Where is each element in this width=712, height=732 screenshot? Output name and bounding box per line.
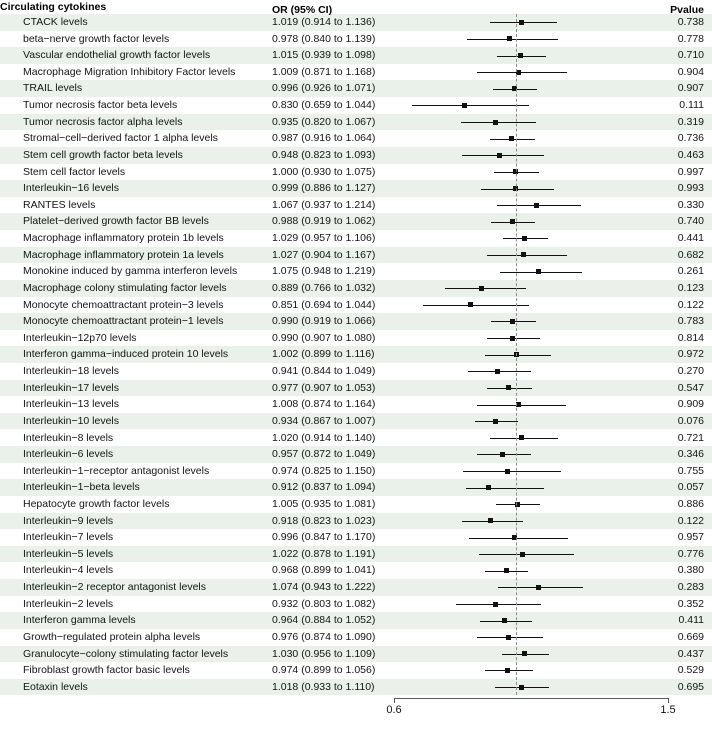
row-or-ci: 0.941 (0.844 to 1.049)	[272, 365, 376, 378]
row-label: Interleukin−7 levels	[23, 531, 114, 544]
axis-tick-label: 0.6	[386, 703, 402, 716]
row-or-ci: 0.976 (0.874 to 1.090)	[272, 630, 376, 643]
row-label: Granulocyte−colony stimulating factor levels	[23, 647, 229, 660]
row-pvalue: 0.993	[677, 182, 704, 195]
row-pvalue: 0.972	[677, 348, 704, 361]
row-pvalue: 0.380	[677, 564, 704, 577]
row-pvalue: 0.122	[677, 514, 704, 527]
row-pvalue: 0.682	[677, 248, 704, 261]
row-label: Interferon gamma levels	[23, 614, 136, 627]
row-label: Stromal−cell−derived factor 1 alpha levels	[23, 132, 218, 145]
row-label: Macrophage inflammatory protein 1a levels	[23, 248, 224, 261]
row-label: Interleukin−17 levels	[23, 381, 120, 394]
row-or-ci: 1.074 (0.943 to 1.222)	[272, 581, 376, 594]
row-pvalue: 0.776	[677, 547, 704, 560]
row-label: Monocyte chemoattractant protein−3 levels	[23, 298, 224, 311]
row-or-ci: 0.996 (0.926 to 1.071)	[272, 82, 376, 95]
row-or-ci: 0.996 (0.847 to 1.170)	[272, 531, 376, 544]
row-pvalue: 0.122	[677, 298, 704, 311]
row-or-ci: 0.830 (0.659 to 1.044)	[272, 99, 376, 112]
row-label: TRAIL levels	[23, 82, 83, 95]
row-pvalue: 0.907	[677, 82, 704, 95]
row-pvalue: 0.783	[677, 315, 704, 328]
row-or-ci: 1.005 (0.935 to 1.081)	[272, 497, 376, 510]
row-pvalue: 0.111	[679, 99, 704, 112]
row-pvalue: 0.270	[677, 365, 704, 378]
row-label: Interleukin−1−beta levels	[23, 481, 140, 494]
row-label: Monocyte chemoattractant protein−1 levels	[23, 315, 224, 328]
row-pvalue: 0.710	[677, 49, 704, 62]
row-label: Tumor necrosis factor beta levels	[23, 99, 178, 112]
row-pvalue: 0.909	[677, 398, 704, 411]
row-label: beta−nerve growth factor levels	[23, 32, 170, 45]
row-pvalue: 0.437	[677, 647, 704, 660]
row-pvalue: 0.695	[677, 680, 704, 693]
row-pvalue: 0.123	[677, 281, 704, 294]
row-pvalue: 0.814	[677, 331, 704, 344]
axis-tick	[668, 698, 669, 703]
row-or-ci: 0.977 (0.907 to 1.053)	[272, 381, 376, 394]
row-label: Macrophage colony stimulating factor levels	[23, 281, 227, 294]
row-pvalue: 0.886	[677, 497, 704, 510]
row-label: CTACK levels	[23, 16, 88, 28]
row-label: Interleukin−2 receptor antagonist levels	[23, 581, 206, 594]
row-label: RANTES levels	[23, 198, 96, 211]
row-or-ci: 1.067 (0.937 to 1.214)	[272, 198, 376, 211]
row-pvalue: 0.755	[677, 464, 704, 477]
row-or-ci: 0.889 (0.766 to 1.032)	[272, 281, 376, 294]
row-or-ci: 0.999 (0.886 to 1.127)	[272, 182, 376, 195]
row-pvalue: 0.529	[677, 664, 704, 677]
row-pvalue: 0.721	[677, 431, 704, 444]
row-pvalue: 0.346	[677, 448, 704, 461]
row-label: Hepatocyte growth factor levels	[23, 497, 170, 510]
row-or-ci: 0.974 (0.899 to 1.056)	[272, 664, 376, 677]
row-pvalue: 0.283	[677, 581, 704, 594]
row-label: Vascular endothelial growth factor levels	[23, 49, 211, 62]
row-label: Macrophage inflammatory protein 1b levels	[23, 232, 224, 245]
row-label: Growth−regulated protein alpha levels	[23, 630, 201, 643]
row-label: Interleukin−12p70 levels	[23, 331, 137, 344]
row-pvalue: 0.057	[677, 481, 704, 494]
row-pvalue: 0.904	[677, 65, 704, 78]
row-pvalue: 0.957	[677, 531, 704, 544]
row-or-ci: 0.932 (0.803 to 1.082)	[272, 597, 376, 610]
row-or-ci: 0.957 (0.872 to 1.049)	[272, 448, 376, 461]
row-pvalue: 0.330	[677, 198, 704, 211]
row-pvalue: 0.076	[677, 414, 704, 427]
row-pvalue: 0.669	[677, 630, 704, 643]
row-or-ci: 1.030 (0.956 to 1.109)	[272, 647, 376, 660]
row-label: Interleukin−5 levels	[23, 547, 114, 560]
row-pvalue: 0.441	[677, 232, 704, 245]
column-header-or: OR (95% CI)	[272, 4, 333, 16]
row-or-ci: 0.918 (0.823 to 1.023)	[272, 514, 376, 527]
row-or-ci: 1.020 (0.914 to 1.140)	[272, 431, 376, 444]
row-or-ci: 1.018 (0.933 to 1.110)	[272, 680, 375, 693]
row-or-ci: 0.851 (0.694 to 1.044)	[272, 298, 376, 311]
row-or-ci: 1.008 (0.874 to 1.164)	[272, 398, 376, 411]
row-label: Interleukin−18 levels	[23, 365, 120, 378]
row-pvalue: 0.997	[677, 165, 704, 178]
row-or-ci: 1.029 (0.957 to 1.106)	[272, 232, 376, 245]
row-or-ci: 0.935 (0.820 to 1.067)	[272, 115, 376, 128]
row-or-ci: 0.974 (0.825 to 1.150)	[272, 464, 376, 477]
header-band	[0, 0, 712, 14]
row-pvalue: 0.352	[677, 597, 704, 610]
row-label: Interleukin−16 levels	[23, 182, 120, 195]
row-label: Interleukin−4 levels	[23, 564, 114, 577]
row-label: Stem cell factor levels	[23, 165, 126, 178]
row-label: Interleukin−6 levels	[23, 448, 114, 461]
column-header-pvalue: Pvalue	[670, 4, 704, 16]
row-or-ci: 0.948 (0.823 to 1.093)	[272, 148, 376, 161]
row-label: Interleukin−1−receptor antagonist levels	[23, 464, 210, 477]
row-or-ci: 1.000 (0.930 to 1.075)	[272, 165, 376, 178]
axis-tick-label: 1.5	[660, 703, 676, 716]
row-label: Interleukin−9 levels	[23, 514, 114, 527]
row-label: Interleukin−8 levels	[23, 431, 114, 444]
row-or-ci: 0.988 (0.919 to 1.062)	[272, 215, 376, 228]
row-label: Interleukin−2 levels	[23, 597, 114, 610]
row-or-ci: 0.934 (0.867 to 1.007)	[272, 414, 376, 427]
row-pvalue: 0.778	[677, 32, 704, 45]
row-or-ci: 1.022 (0.878 to 1.191)	[272, 547, 376, 560]
row-label: Monokine induced by gamma interferon levels	[23, 265, 238, 278]
axis-tick	[394, 698, 395, 703]
row-pvalue: 0.738	[677, 16, 704, 28]
row-or-ci: 1.027 (0.904 to 1.167)	[272, 248, 376, 261]
row-or-ci: 1.075 (0.948 to 1.219)	[272, 265, 376, 278]
row-or-ci: 0.978 (0.840 to 1.139)	[272, 32, 376, 45]
row-label: Macrophage Migration Inhibitory Factor levels	[23, 65, 236, 78]
row-label: Fibroblast growth factor basic levels	[23, 664, 190, 677]
row-pvalue: 0.319	[677, 115, 704, 128]
row-or-ci: 1.015 (0.939 to 1.098)	[272, 49, 376, 62]
row-pvalue: 0.740	[677, 215, 704, 228]
row-pvalue: 0.411	[678, 614, 704, 627]
row-pvalue: 0.463	[677, 148, 704, 161]
row-or-ci: 1.002 (0.899 to 1.116)	[272, 348, 375, 361]
row-label: Platelet−derived growth factor BB levels	[23, 215, 209, 228]
row-label: Tumor necrosis factor alpha levels	[23, 115, 183, 128]
row-or-ci: 0.964 (0.884 to 1.052)	[272, 614, 376, 627]
row-pvalue: 0.547	[677, 381, 704, 394]
column-header-label: Circulating cytokines	[0, 1, 107, 13]
row-label: Eotaxin levels	[23, 680, 88, 693]
row-or-ci: 0.987 (0.916 to 1.064)	[272, 132, 376, 145]
row-pvalue: 0.261	[677, 265, 704, 278]
row-or-ci: 0.990 (0.919 to 1.066)	[272, 315, 376, 328]
row-or-ci: 0.990 (0.907 to 1.080)	[272, 331, 376, 344]
row-label: Interleukin−13 levels	[23, 398, 120, 411]
row-label: Interferon gamma−induced protein 10 levels	[23, 348, 229, 361]
row-or-ci: 0.968 (0.899 to 1.041)	[272, 564, 376, 577]
row-or-ci: 0.912 (0.837 to 1.094)	[272, 481, 376, 494]
row-or-ci: 1.009 (0.871 to 1.168)	[272, 65, 376, 78]
axis-line	[394, 698, 668, 699]
row-label: Stem cell growth factor beta levels	[23, 148, 183, 161]
row-pvalue: 0.736	[677, 132, 704, 145]
row-or-ci: 1.019 (0.914 to 1.136)	[272, 16, 376, 28]
row-label: Interleukin−10 levels	[23, 414, 120, 427]
